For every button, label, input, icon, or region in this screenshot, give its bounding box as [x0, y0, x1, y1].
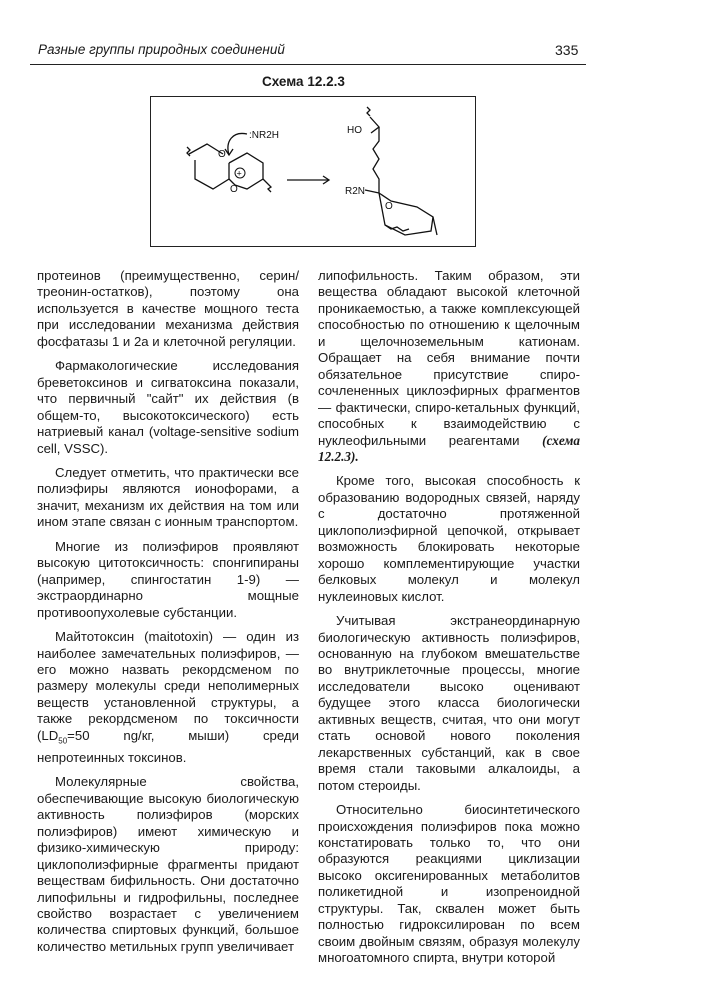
paragraph-text: =50 ng/кг, мыши) среди непротеинных токсинов.	[37, 727, 299, 765]
hydroxyl-label: HO	[347, 125, 362, 136]
paragraph: протеинов (преимущественно, серин/треонин-остатков), поэтому она используется в качестве мощного теста при исследовании механизма действия фосфатазы 1 и 2а и клеточной регуляции.	[37, 268, 299, 349]
paragraph	[37, 629, 299, 766]
paragraph-text: Майтотоксин (maitotoxin) — один из наиболее замечательных полиэфиров, — его можно назвать рекордсменом по размеру молекулы среди неполимерных веществ установленной структуры, а также рекордсменом по токсичности (LD	[37, 629, 299, 743]
reaction-scheme	[150, 96, 476, 247]
paragraph: Многие из полиэфиров проявляют высокую цитотоксичность: спонгипираны (например, спингостатин 1-9) — экстраординарно мощные противоопухолевые субстанции.	[37, 538, 299, 620]
left-text-column	[37, 268, 299, 963]
wavy-bond	[263, 179, 271, 192]
paragraph: Фармакологические исследования бреветоксинов и сигватоксина показали, что первичный "сайт" их действия (в общем-то, высокотоксического) есть натриевый канал (voltage-sensitive sodium cell, VSSC).	[37, 358, 299, 456]
scheme-reference: (схема 12.2.3).	[318, 432, 580, 464]
wavy-bond	[187, 147, 190, 156]
scheme-title: Схема 12.2.3	[262, 74, 345, 89]
paragraph: Молекулярные свойства, обеспечивающие высокую биологическую активность полиэфиров (морских полиэфиров) имеют химическую и физико-химическую природу: циклополиэфирные фрагменты придают веществам бифильность. Они достаточно липофильны и гидрофильны, последнее свойство возрастает с увеличением количества спиртовых функций, большое количество метильных групп увеличивает	[37, 774, 299, 954]
wavy-bond	[385, 225, 409, 231]
reaction-scheme-drawing	[151, 97, 477, 248]
page-number: 335	[555, 42, 579, 58]
paragraph: Относительно биосинтетического происхождения полиэфиров пока можно констатировать только то, что они образуются реакциями циклизации высоко оксигенированных метаболитов поликетидной и изопреноидной структуры. Так, сквален может быть полностью гидроксилирован по всем своим двойным связям, образуя молекулу многоатомного спирта, внутри которой	[318, 802, 580, 966]
product-oxygen-label: O	[385, 201, 393, 212]
amine-label: R2N	[345, 186, 366, 197]
ring-bond	[379, 193, 433, 235]
ring-bond	[195, 160, 229, 189]
nucleophile-label: :NR2H	[249, 130, 280, 141]
header-divider	[30, 64, 586, 65]
positive-charge-label: +	[236, 168, 242, 179]
paragraph: Учитывая экстранеординарную биологическую активность полиэфиров, основанную на глубоком вмешательстве во внутриклеточные процессы, многие исследователи высоко оценивают будущее этого класса биологически активных веществ, считая, что они могут стать основой нового поколения лекарственных субстанций, как в свое время стали таковыми алкалоиды, а потом стероиды.	[318, 613, 580, 793]
chain-bond	[373, 127, 379, 193]
paragraph-text: липофильность. Таким образом, эти вещества обладают высокой клеточной проникаемостью, а также комплексующей способностью по отношению к щелочным и щелочноземельным катионам. Обращает на себя внимание почти обязательное присутствие спиро-сочлененных циклоэфирных фрагментов — фактически, спиро-кетальных функций, способных к взаимодействию с нуклеофильными реагентами	[318, 268, 580, 448]
right-text-column	[318, 268, 580, 975]
running-header-title: Разные группы природных соединений	[38, 42, 285, 57]
ring-oxygen-label: O	[230, 184, 238, 195]
paragraph: Следует отметить, что практически все полиэфиры являются ионофорами, а значит, механизм их действия на том или ином этапе связан с ионным транспортом.	[37, 464, 299, 530]
wavy-bond	[367, 107, 370, 116]
paragraph: Кроме того, высокая способность к образованию водородных связей, наряду с достаточно протяженной циклополиэфирной цепочкой, открывает возможность блокировать некоторые хорошо комплементирующие участки белковых молекул и молекул нуклеиновых кислот.	[318, 473, 580, 604]
ring-oxygen-label: O	[218, 149, 226, 160]
subscript: 50	[58, 736, 68, 746]
paragraph	[318, 268, 580, 465]
chain-bond	[370, 117, 379, 133]
